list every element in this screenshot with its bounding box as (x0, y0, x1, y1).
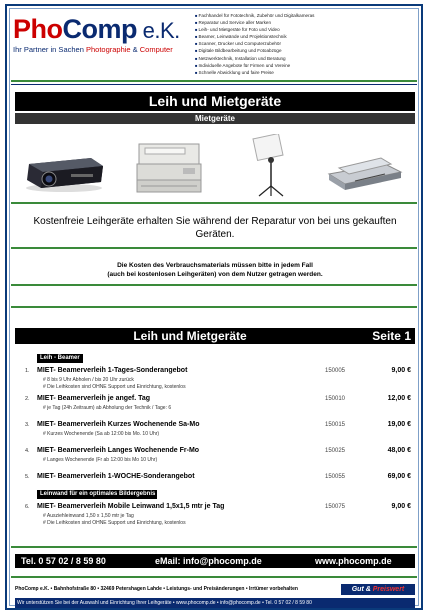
item-code: 150005 (325, 368, 346, 374)
badge-text-a: Gut & (351, 586, 373, 593)
item-number: 1. (25, 368, 30, 374)
tagline-prefix: Ihr Partner in Sachen (13, 45, 86, 54)
note-line-2: (auch bei kostenlosen Leihgeräten) von dem Nutzer getragen werden. (107, 271, 323, 278)
item-detail: # 8 bis 9 Uhr Abholen / bis 20 Uhr zurück (43, 377, 134, 383)
service-item: ■ Individuelle Angebote für Firmen und Vereine (195, 62, 417, 69)
category-beamer: Leih - Beamer (37, 354, 83, 363)
studio-light-image (249, 134, 293, 198)
projector-image (21, 148, 107, 194)
service-item: ■ Leih- und Mietgeräte für Foto und Video (195, 26, 417, 33)
page-content (11, 10, 417, 606)
divider (11, 284, 417, 286)
item-name: MIET- Beamerverleih 1-WOCHE-Sonderangebot (37, 473, 195, 480)
item-price: 69,00 € (387, 473, 411, 480)
tagline-computer: Computer (139, 45, 173, 54)
service-item: ■ Digitale Bildbearbeitung und Fotoabzüge (195, 47, 417, 54)
tagline-amp: & (130, 45, 140, 54)
item-code: 150055 (325, 474, 346, 480)
services-list (195, 12, 417, 76)
contact-email[interactable]: eMail: info@phocomp.de (155, 556, 262, 566)
tagline-photo: Photographie (85, 45, 131, 54)
divider (11, 247, 417, 249)
item-code: 150075 (325, 504, 346, 510)
list-item (25, 366, 417, 388)
consumables-note (15, 261, 415, 279)
divider (11, 306, 417, 308)
footer-address: PhoComp e.K. • Bahnhofstraße 80 • 32469 Petershagen Lahde • Leistungs- und Preisänderungen • Irrtümer vorbehalten (15, 586, 298, 592)
divider (11, 80, 417, 82)
item-number: 6. (25, 504, 30, 510)
company-logo (13, 14, 195, 60)
service-item: ■ Scanner, Drucker und Computerzubehör (195, 40, 417, 47)
item-name: MIET- Beamerverleih je angef. Tag (37, 395, 151, 402)
logo-tagline (13, 45, 173, 54)
item-name: MIET- Beamerverleih Mobile Leinwand 1,5x1,5 mtr je Tag (37, 503, 225, 510)
list-item (25, 446, 417, 468)
divider (11, 546, 417, 548)
contact-phone[interactable]: Tel. 0 57 02 / 8 59 80 (21, 556, 106, 566)
item-detail: # Die Leihkosten sind OHNE Support und Einrichtung, kostenlos (43, 384, 186, 390)
section-title: Leih und Mietgeräte (133, 329, 247, 343)
quality-badge (341, 584, 415, 595)
item-price: 9,00 € (391, 367, 411, 374)
logo-wordmark (13, 14, 180, 46)
scanner-image (325, 152, 405, 194)
contact-website[interactable]: www.phocomp.de (315, 556, 392, 566)
service-item: ■ Schnelle Abwicklung und faire Preise (195, 69, 417, 76)
list-item (25, 420, 417, 442)
item-price: 12,00 € (387, 395, 411, 402)
footer-bar: Wir unterstützen Sie bei der Auswahl und Einrichtung Ihrer Leihgeräte • www.phocomp.de • info@phocomp.de • Tel. 0 57 02 / 8 59 80 (15, 598, 415, 608)
item-detail: # Kurzes Wochenende (Sa ab 12:00 bis Mo. 10 Uhr) (43, 431, 160, 437)
note-line-1: Die Kosten des Verbrauchsmaterials müssen bitte in jedem Fall (117, 262, 313, 269)
service-item: ■ Fachhandel für Fototechnik, Zubehör und Digitalkameras (195, 12, 417, 19)
contact-bar (15, 554, 415, 568)
service-item: ■ Beamer, Leinwände und Projektionstechnik (195, 33, 417, 40)
badge-text-b: Preiswert (372, 586, 405, 593)
item-number: 5. (25, 474, 30, 480)
item-price: 9,00 € (391, 503, 411, 510)
item-detail: # Die Leihkosten sind OHNE Support und Einrichtung, kostenlos (43, 520, 186, 526)
item-price: 19,00 € (387, 421, 411, 428)
description-text: Kostenfreie Leihgeräte erhalten Sie während der Reparatur von bei uns gekauften Geräten. (33, 216, 397, 240)
item-number: 3. (25, 422, 30, 428)
divider (11, 576, 417, 578)
item-detail: # Langes Wochenende (Fr ab 12:00 bis Mo 10 Uhr) (43, 457, 158, 463)
category-leinwand: Leinwand für ein optimales Bildergebnis (37, 490, 157, 499)
page-title: Leih und Mietgeräte (15, 92, 415, 111)
item-code: 150015 (325, 422, 346, 428)
logo-ek: e.K. (137, 18, 180, 43)
list-item (25, 394, 417, 416)
divider (11, 84, 417, 85)
printer-image (133, 138, 205, 196)
item-name: MIET- Beamerverleih Langes Wochenende Fr-Mo (37, 447, 200, 454)
item-name: MIET- Beamerverleih 1-Tages-Sonderangebot (37, 367, 188, 374)
page-number: Seite 1 (372, 329, 411, 343)
service-item: ■ Netzwerktechnik, Installation und Beratung (195, 55, 417, 62)
logo-pho: Pho (13, 14, 63, 44)
item-detail: # Ausziehleinwand 1,50 x 1,50 mtr je Tag (43, 513, 134, 519)
item-number: 4. (25, 448, 30, 454)
item-code: 150025 (325, 448, 346, 454)
item-name: MIET- Beamerverleih Kurzes Wochenende Sa-Mo (37, 421, 200, 428)
section-header (15, 328, 415, 344)
divider (11, 202, 417, 204)
item-price: 48,00 € (387, 447, 411, 454)
item-number: 2. (25, 396, 30, 402)
logo-comp: Comp (62, 14, 137, 44)
service-item: ■ Reparatur und Service aller Marken (195, 19, 417, 26)
list-item (25, 502, 417, 524)
item-detail: # je Tag (24h Zeitraum) ab Abholung der Technik / Tage: 6 (43, 405, 172, 411)
item-code: 150010 (325, 396, 346, 402)
page-subtitle: Mietgeräte (15, 113, 415, 124)
